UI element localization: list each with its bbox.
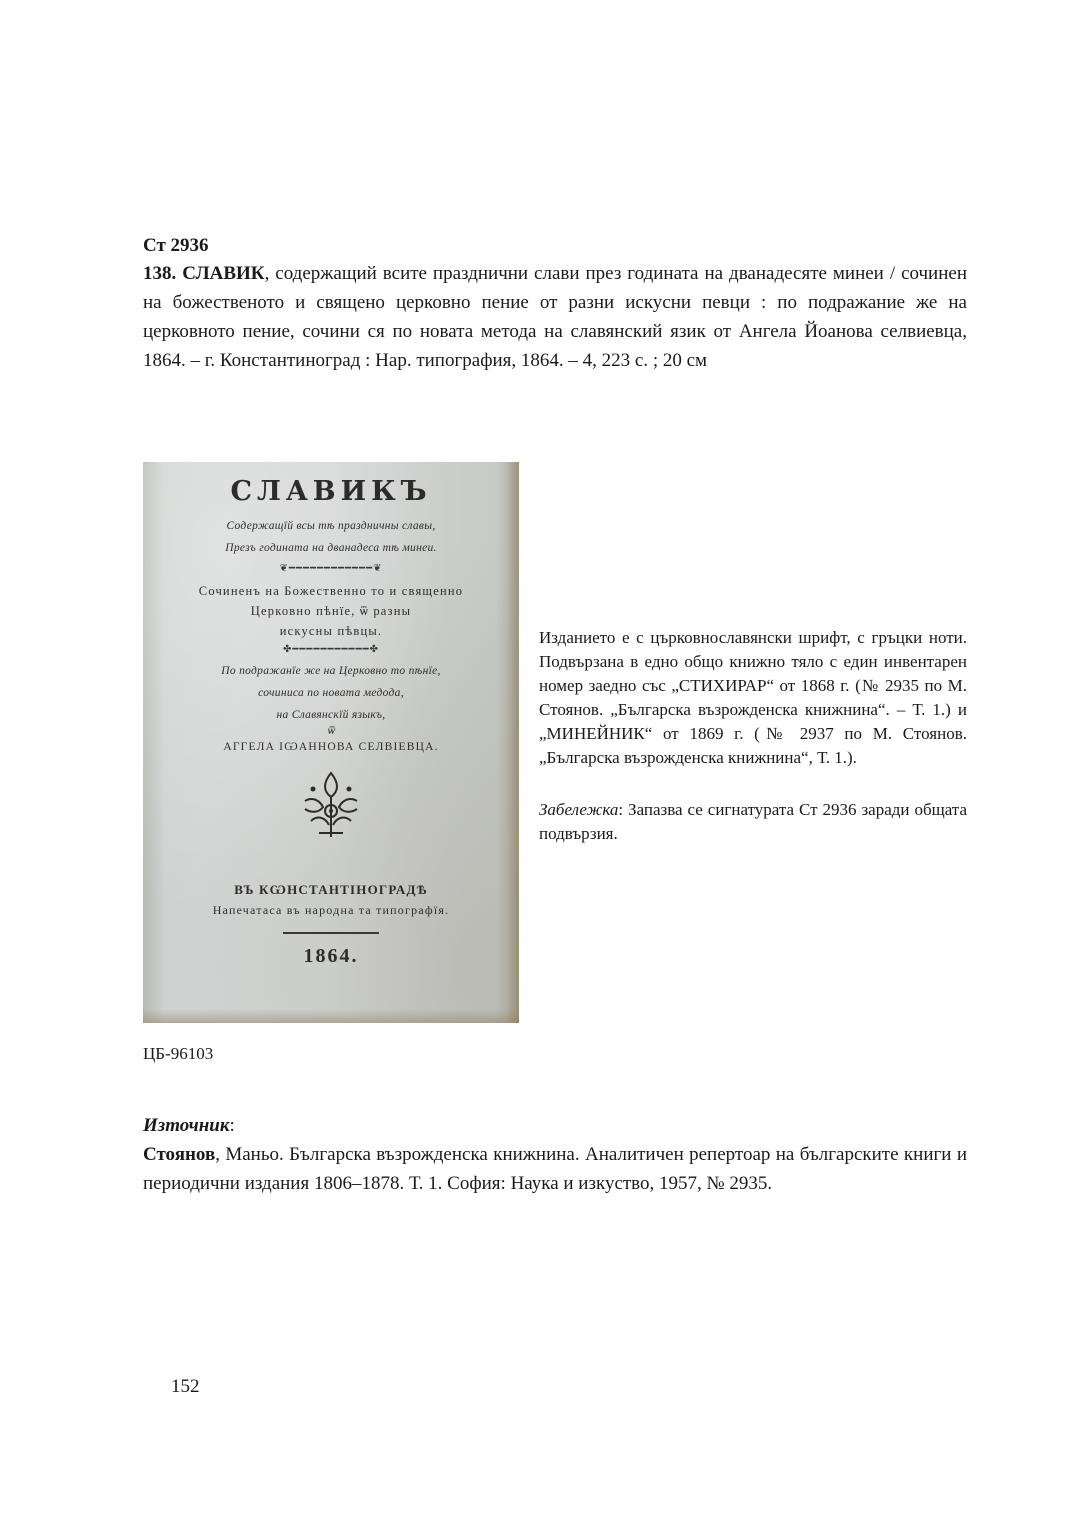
source-heading-colon: :: [229, 1115, 235, 1136]
catalog-entry: [143, 259, 967, 375]
book-photo-line: ВЪ КѠНСТАНТІНОГРАДѢ: [234, 882, 428, 897]
book-photo-line: Содержащїй всы тѣ праздничны славы,: [226, 520, 436, 532]
book-photo-line: По подражанїе же на Церковно то пѣнїе,: [221, 665, 441, 677]
book-photo-line: Церковно пѣнїе, ѿ разны: [250, 604, 412, 618]
book-photo-line: Сочиненъ на Божественно то и священно: [198, 584, 464, 598]
signature-code: Ст 2936: [143, 235, 209, 256]
book-photo-ornament: ✤━━━━━━━━━━━✤: [283, 644, 379, 655]
entry-title: СЛАВИК: [182, 263, 265, 284]
book-photo-line: АГГЕЛА ІѠАННОВА СЕЛВІЕВЦА.: [223, 741, 439, 753]
book-photo-line: сочиниса по новата медода,: [258, 687, 404, 699]
book-photo-line: на Славянскїй языкъ,: [276, 709, 386, 721]
entry-description: , содержащий всите празднични слави през годината на дванадесяте минеи / сочинен на божественото и священо церковно пение от разни искусни певци : по подражание же на церковното пение, сочини ся по новата метода на славянский язик от Ангела Йоанова селвиевца, 1864. – г. Константиноград : Нар. типография, 1864. – 4, 223 с. ; 20 см: [143, 263, 967, 371]
remark-text: : Запазва се сигнатурата Ст 2936 заради общата подвързия.: [539, 800, 967, 843]
book-photo-ornament: ❦━━━━━━━━━━━━❦: [279, 563, 383, 574]
source-text: , Маньо. Българска възрожденска книжнина. Аналитичен репертоар на българските книги и периодични издания 1806–1878. Т. 1. София: Наука и изкуство, 1957, № 2935.: [143, 1144, 967, 1194]
book-photo-rule: [283, 932, 379, 934]
book-photo-title: СЛАВИКЪ: [230, 476, 432, 507]
source-heading: [143, 1113, 235, 1139]
book-photo-year: 1864.: [303, 945, 359, 967]
page-number: 152: [171, 1376, 200, 1397]
source-citation: [143, 1140, 967, 1198]
entry-number: 138.: [143, 263, 177, 284]
source-author: Стоянов: [143, 1144, 216, 1165]
book-photo-line: Презъ годината на дванадеса тѣ минеи.: [225, 542, 437, 554]
book-photo-line: ѿ: [327, 725, 335, 737]
book-vignette-ornament: [293, 767, 369, 843]
remark: [539, 798, 967, 846]
book-photo-line: Напечатаса въ народна та типографїя.: [212, 903, 450, 917]
inventory-number: ЦБ-96103: [143, 1044, 214, 1063]
remark-label: Забележка: [539, 800, 619, 819]
source-heading-text: Източник: [143, 1115, 230, 1136]
book-title-page-photo: [143, 462, 519, 1023]
book-photo-line: искусны пѣвцы.: [279, 624, 383, 638]
edition-note: Изданието е с църковнославянски шрифт, с гръцки ноти. Подвързана в едно общо книжно тяло с един инвентарен номер заедно със „СТИХИРАР“ от 1868 г. (№ 2935 по М. Стоянов. „Българска възрожденска книжнина“. – Т. 1.) и „МИНЕЙНИК“ от 1869 г. (№ 2937 по М. Стоянов. „Българска възрожденска книжнина“, Т. 1.).: [539, 628, 967, 767]
